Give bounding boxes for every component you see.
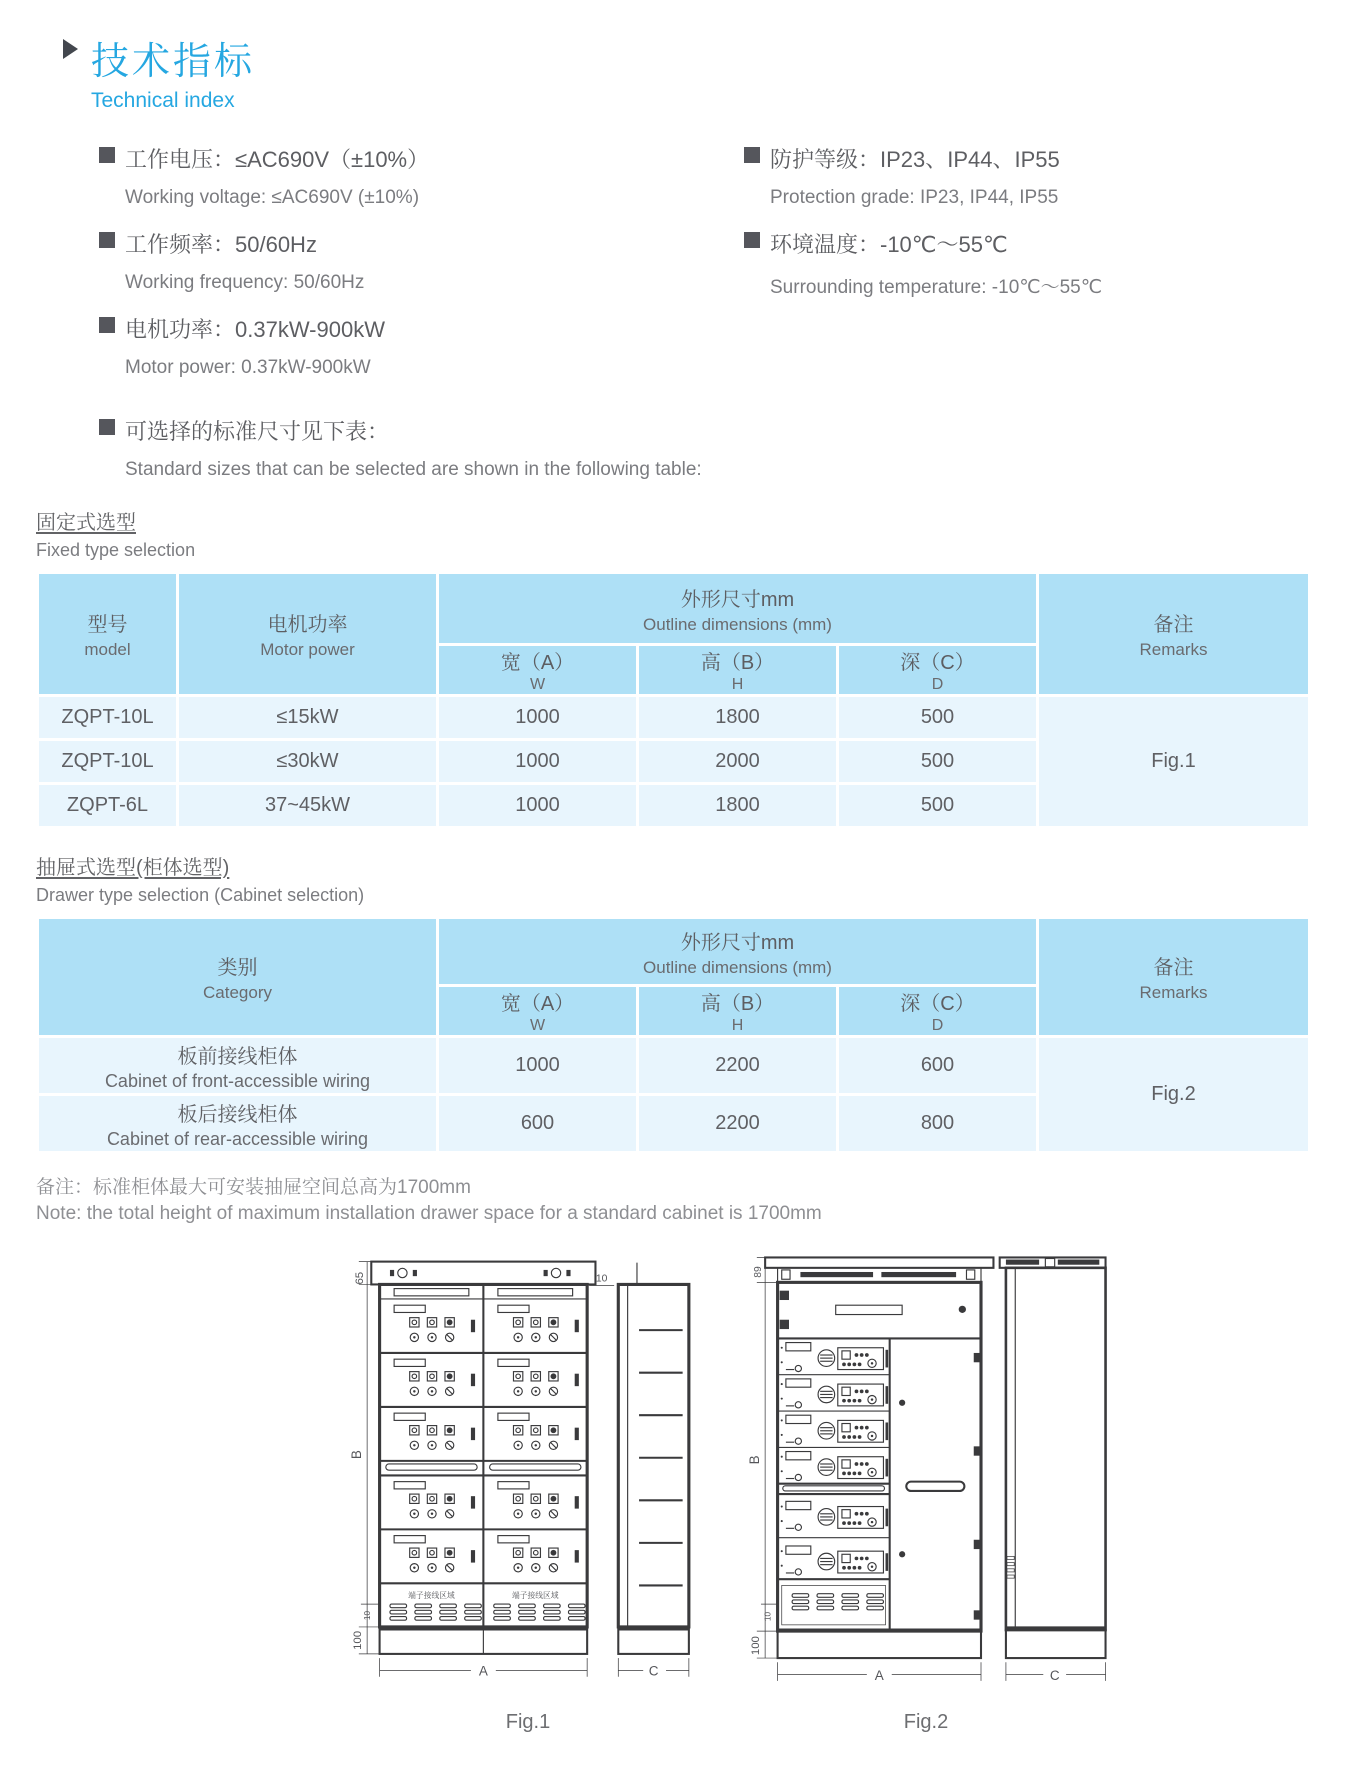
title-row: [63, 30, 1357, 85]
col-header-remarks: 备注 Remarks: [1038, 918, 1310, 1037]
bullet-square-icon: [99, 147, 115, 163]
page-subtitle: Technical index: [91, 89, 235, 112]
figure-fig1: [336, 1247, 720, 1734]
dim-label-b: B: [746, 1455, 762, 1465]
dim-label-100: 100: [351, 1630, 364, 1650]
spec-working-voltage: [99, 143, 744, 209]
footnote-en: Note: the total height of maximum installation drawer space for a standard cabinet is 1700mm: [36, 1203, 822, 1224]
spec-cn-text: 环境温度：-10℃～55℃: [770, 232, 1008, 257]
cell-model: ZQPT-6L: [38, 784, 178, 828]
dim-label-a: A: [478, 1663, 488, 1679]
cell-height: 2000: [638, 740, 838, 784]
cell-width: 1000: [438, 696, 638, 740]
bullet-square-icon: [99, 232, 115, 248]
page-title: 技术指标: [91, 41, 256, 83]
col-header-outline-dimensions: 外形尺寸mm Outline dimensions (mm): [438, 573, 1038, 645]
dim-label-c: C: [648, 1663, 659, 1679]
spec-column-left: [99, 143, 744, 500]
figures-row: [336, 1247, 1357, 1734]
bullet-square-icon: [744, 232, 760, 248]
spec-column-right: [744, 143, 1357, 500]
bullet-square-icon: [99, 419, 115, 435]
cell-height: 1800: [638, 696, 838, 740]
col-header-width: 宽（A） W: [438, 645, 638, 696]
spec-working-frequency: [99, 228, 744, 294]
cell-category: 板前接线柜体 Cabinet of front-accessible wiring: [38, 1037, 438, 1095]
dim-label-a: A: [874, 1667, 884, 1683]
drawer-table-section: [36, 851, 1357, 1154]
col-header-outline-dimensions: 外形尺寸mm Outline dimensions (mm): [438, 918, 1038, 986]
col-header-model: 型号 model: [38, 573, 178, 696]
cell-width: 600: [438, 1095, 638, 1153]
cell-depth: 800: [838, 1095, 1038, 1153]
fig2-caption: Fig.2: [903, 1711, 949, 1733]
cell-model: ZQPT-10L: [38, 696, 178, 740]
dim-label-100: 100: [749, 1636, 762, 1656]
drawer-table-title-cn: 抽屉式选型(柜体选型): [36, 857, 230, 879]
spec-table-intro: [99, 415, 744, 481]
fixed-type-table: [36, 571, 1311, 829]
cell-depth: 600: [838, 1037, 1038, 1095]
spec-cn-text: 可选择的标准尺寸见下表：: [125, 419, 390, 444]
col-header-height: 高（B） H: [638, 986, 838, 1037]
cell-height: 2200: [638, 1095, 838, 1153]
cell-model: ZQPT-10L: [38, 740, 178, 784]
page-header: [63, 30, 1357, 113]
col-header-category: 类别 Category: [38, 918, 438, 1037]
cell-power: ≤30kW: [178, 740, 438, 784]
drawer-table-title-en: Drawer type selection (Cabinet selection): [36, 885, 365, 905]
spec-en-text: Motor power: 0.37kW-900kW: [125, 357, 371, 378]
dim-label-65: 65: [353, 1271, 366, 1285]
spec-cn-text: 电机功率：0.37kW-900kW: [125, 317, 385, 342]
col-header-height: 高（B） H: [638, 645, 838, 696]
spec-cn-text: 工作电压：≤AC690V（±10%）: [125, 147, 430, 172]
col-header-motor-power: 电机功率 Motor power: [178, 573, 438, 696]
fig2-front-view: [765, 1257, 993, 1658]
cell-height: 1800: [638, 784, 838, 828]
fig1-front-view: [371, 1262, 595, 1654]
col-header-remarks: 备注 Remarks: [1038, 573, 1310, 696]
bullet-square-icon: [744, 147, 760, 163]
col-header-depth: 深（C） D: [838, 986, 1038, 1037]
spec-en-text: Working voltage: ≤AC690V (±10%): [125, 187, 420, 208]
spec-protection-grade: [744, 143, 1357, 209]
cell-power: ≤15kW: [178, 696, 438, 740]
dim-label-10: 10: [362, 1610, 373, 1621]
cell-width: 1000: [438, 1037, 638, 1095]
spec-en-text: Standard sizes that can be selected are shown in the following table:: [125, 459, 702, 480]
spec-cn-text: 防护等级：IP23、IP44、IP55: [770, 147, 1060, 172]
table-row: [38, 696, 1310, 740]
spec-en-text: Protection grade: IP23, IP44, IP55: [770, 187, 1059, 208]
cell-depth: 500: [838, 740, 1038, 784]
cell-category: 板后接线柜体 Cabinet of rear-accessible wiring: [38, 1095, 438, 1153]
footnote-cn: 备注：标准柜体最大可安装抽屉空间总高为1700mm: [36, 1177, 471, 1198]
dim-label-b: B: [348, 1450, 364, 1460]
spec-list: [99, 143, 1357, 500]
figure-fig2: [734, 1247, 1118, 1734]
drawer-type-table: [36, 916, 1311, 1154]
spec-en-text: Surrounding temperature: -10℃～55℃: [770, 277, 1103, 298]
table-row: [38, 1037, 1310, 1095]
dim-label-c: C: [1049, 1667, 1060, 1683]
terminal-area-label: 端子接线区域: [408, 1590, 455, 1600]
footnote: [36, 1172, 1357, 1225]
cell-height: 2200: [638, 1037, 838, 1095]
cell-remark: Fig.1: [1038, 696, 1310, 828]
cell-width: 1000: [438, 784, 638, 828]
col-header-depth: 深（C） D: [838, 645, 1038, 696]
fig2-drawing: [734, 1247, 1118, 1709]
fixed-table-section: [36, 506, 1357, 829]
cell-depth: 500: [838, 696, 1038, 740]
terminal-area-label: 端子接线区域: [511, 1590, 559, 1600]
dim-label-89: 89: [752, 1266, 764, 1278]
fixed-table-title-cn: 固定式选型: [36, 512, 136, 534]
section-arrow-icon: [63, 39, 78, 59]
spec-motor-power: [99, 313, 744, 379]
cell-depth: 500: [838, 784, 1038, 828]
dim-label-10: 10: [762, 1611, 773, 1622]
dim-label-10-top: 10: [595, 1273, 608, 1285]
spec-en-text: Working frequency: 50/60Hz: [125, 272, 365, 293]
fixed-table-title-en: Fixed type selection: [36, 540, 196, 560]
fig1-caption: Fig.1: [505, 1711, 551, 1733]
col-header-width: 宽（A） W: [438, 986, 638, 1037]
fig2-side-view: [1000, 1257, 1106, 1680]
spec-cn-text: 工作频率：50/60Hz: [125, 232, 317, 257]
bullet-square-icon: [99, 317, 115, 333]
spec-ambient-temperature: [744, 228, 1357, 299]
fig1-side-view: [618, 1263, 689, 1677]
cell-width: 1000: [438, 740, 638, 784]
fig1-drawing: [336, 1247, 720, 1709]
cell-remark: Fig.2: [1038, 1037, 1310, 1153]
cell-power: 37~45kW: [178, 784, 438, 828]
